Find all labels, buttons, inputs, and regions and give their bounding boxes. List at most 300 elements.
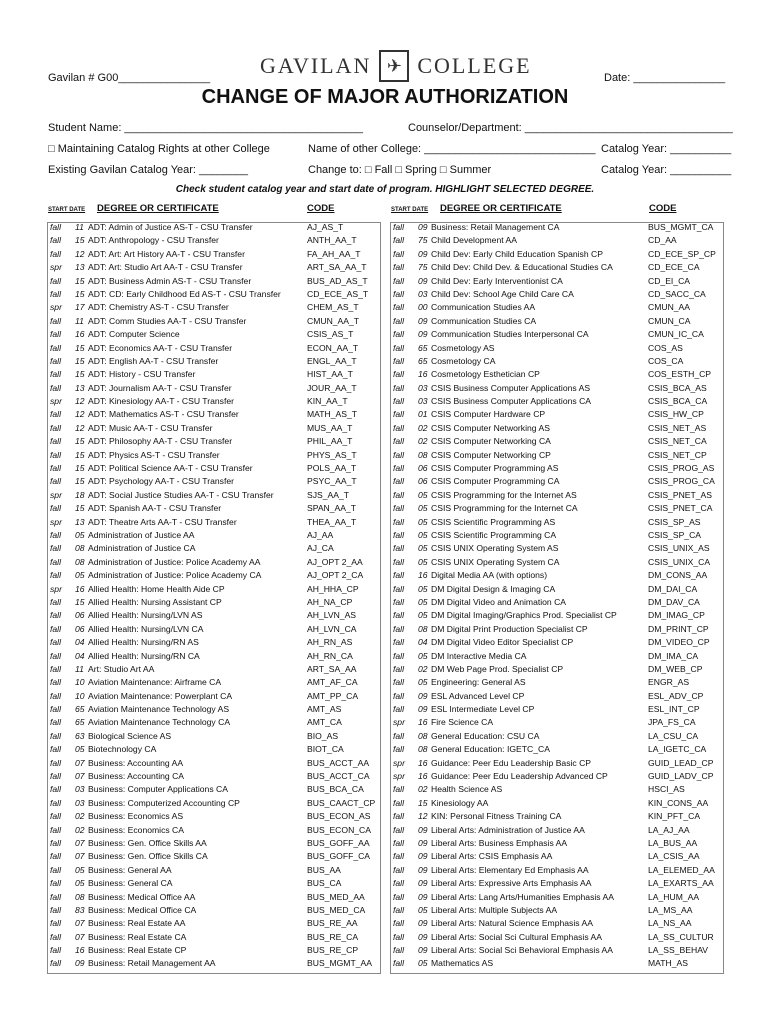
table-row[interactable] — [393, 395, 723, 408]
start-year: 05 — [418, 610, 428, 621]
table-row[interactable] — [50, 609, 380, 622]
degree-code: CSIS_PNET_AS — [648, 489, 712, 500]
table-row[interactable] — [393, 275, 723, 288]
degree-code: HSCI_AS — [648, 784, 685, 795]
degree-name: Business: Real Estate CA — [88, 931, 187, 942]
start-date-header: START DATE — [48, 207, 86, 213]
table-row[interactable] — [393, 542, 723, 555]
table-row[interactable] — [393, 315, 723, 328]
table-row[interactable] — [50, 462, 380, 475]
start-year: 16 — [418, 570, 428, 581]
start-year: 07 — [75, 837, 85, 848]
degree-name: Business: Medical Office AA — [88, 891, 196, 902]
start-term: fall — [50, 463, 61, 474]
table-row[interactable] — [50, 757, 380, 770]
table-row[interactable] — [393, 475, 723, 488]
table-row[interactable] — [50, 783, 380, 796]
degree-code: PHIL_AA_T — [307, 436, 353, 447]
table-row[interactable] — [393, 824, 723, 837]
degree-name: General Education: CSU CA — [431, 730, 540, 741]
table-row[interactable] — [50, 663, 380, 676]
degree-code: MATH_AS_T — [307, 409, 357, 420]
table-row[interactable] — [393, 248, 723, 261]
degree-name: Allied Health: Nursing/LVN CA — [88, 623, 204, 634]
table-row[interactable] — [393, 891, 723, 904]
table-row[interactable] — [50, 676, 380, 689]
table-row[interactable] — [393, 931, 723, 944]
degree-code: CD_ECE_SP_CP — [648, 248, 716, 259]
start-year: 75 — [418, 235, 428, 246]
start-year: 16 — [75, 945, 85, 956]
table-row[interactable] — [50, 690, 380, 703]
start-year: 09 — [418, 248, 428, 259]
degree-code: CD_SACC_CA — [648, 288, 706, 299]
table-row[interactable] — [50, 556, 380, 569]
table-row[interactable] — [393, 342, 723, 355]
start-year: 15 — [75, 463, 85, 474]
table-row[interactable] — [50, 743, 380, 756]
degree-header: DEGREE OR CERTIFICATE — [440, 203, 562, 214]
table-row[interactable] — [50, 221, 380, 234]
start-year: 15 — [75, 235, 85, 246]
table-row[interactable] — [50, 342, 380, 355]
degree-header: DEGREE OR CERTIFICATE — [97, 203, 219, 214]
table-row[interactable] — [393, 368, 723, 381]
start-term: fall — [50, 704, 61, 715]
degree-code: ECON_AA_T — [307, 342, 359, 353]
start-term: fall — [50, 945, 61, 956]
table-row[interactable] — [393, 810, 723, 823]
degree-code: LA_SS_BEHAV — [648, 945, 709, 956]
degree-name: Kinesiology AA — [431, 797, 489, 808]
degree-name: ADT: Economics AA-T - CSU Transfer — [88, 342, 233, 353]
table-row[interactable] — [50, 435, 380, 448]
degree-code: CSIS_SP_AS — [648, 516, 701, 527]
start-term: fall — [393, 489, 404, 500]
start-term: fall — [50, 476, 61, 487]
table-row[interactable] — [393, 556, 723, 569]
degree-code: BUS_CAACT_CP — [307, 797, 376, 808]
table-row[interactable] — [393, 730, 723, 743]
start-year: 05 — [418, 904, 428, 915]
degree-name: CSIS Business Computer Applications CA — [431, 396, 592, 407]
degree-name: Liberal Arts: Social Sci Behavioral Emphasis AA — [431, 945, 613, 956]
start-year: 05 — [418, 677, 428, 688]
degree-code: KIN_PFT_CA — [648, 811, 701, 822]
degree-name: CSIS UNIX Operating System CA — [431, 556, 560, 567]
degree-name: Aviation Maintenance Technology AS — [88, 704, 230, 715]
left-degree-table — [50, 221, 380, 971]
degree-name: Liberal Arts: Business Emphasis AA — [431, 837, 568, 848]
degree-code: LA_BUS_AA — [648, 837, 698, 848]
start-year: 12 — [418, 811, 428, 822]
degree-name: Allied Health: Home Health Aide CP — [88, 583, 225, 594]
degree-name: ADT: English AA-T - CSU Transfer — [88, 355, 219, 366]
table-row[interactable] — [393, 650, 723, 663]
degree-name: Allied Health: Nursing/LVN AS — [88, 610, 203, 621]
table-row[interactable] — [393, 234, 723, 247]
degree-name: ADT: Philosophy AA-T - CSU Transfer — [88, 436, 233, 447]
start-term: fall — [50, 556, 61, 567]
degree-code: THEA_AA_T — [307, 516, 357, 527]
table-row[interactable] — [50, 904, 380, 917]
start-term: fall — [50, 878, 61, 889]
table-row[interactable] — [393, 864, 723, 877]
start-year: 09 — [418, 945, 428, 956]
degree-name: Liberal Arts: Lang Arts/Humanities Emphasis AA — [431, 891, 614, 902]
degree-code: CSIS_SP_CA — [648, 529, 702, 540]
degree-code: DM_IMAG_CP — [648, 610, 705, 621]
start-year: 16 — [418, 369, 428, 380]
degree-name: Communication Studies Interpersonal CA — [431, 329, 589, 340]
table-row[interactable] — [393, 489, 723, 502]
table-row[interactable] — [50, 770, 380, 783]
start-year: 04 — [418, 637, 428, 648]
degree-name: Business: Retail Management CA — [431, 222, 560, 232]
degree-name: Business: Medical Office CA — [88, 904, 197, 915]
table-row[interactable] — [50, 395, 380, 408]
table-row[interactable] — [393, 569, 723, 582]
degree-name: Allied Health: Nursing/RN AS — [88, 637, 199, 648]
table-row[interactable] — [393, 797, 723, 810]
table-row[interactable] — [393, 502, 723, 515]
start-year: 05 — [75, 744, 85, 755]
degree-code: DM_IMA_CA — [648, 650, 699, 661]
start-term: fall — [50, 784, 61, 795]
degree-name: DM Digital Video Editor Specialist CP — [431, 637, 574, 648]
degree-code: CSIS_PROG_AS — [648, 463, 715, 474]
table-row[interactable] — [393, 609, 723, 622]
degree-code: MATH_AS — [648, 958, 688, 969]
start-term: fall — [50, 288, 61, 299]
degree-code: BUS_MED_CA — [307, 904, 366, 915]
degree-code: SJS_AA_T — [307, 489, 350, 500]
maintaining-catalog-checkbox[interactable]: □ Maintaining Catalog Rights at other College — [48, 143, 270, 155]
start-term: fall — [393, 744, 404, 755]
degree-code: BIOT_CA — [307, 744, 344, 755]
table-row[interactable] — [393, 382, 723, 395]
table-row[interactable] — [393, 716, 723, 729]
table-row[interactable] — [50, 797, 380, 810]
start-year: 02 — [418, 422, 428, 433]
table-row[interactable] — [393, 623, 723, 636]
table-row[interactable] — [50, 569, 380, 582]
degree-name: Allied Health: Nursing/RN CA — [88, 650, 200, 661]
table-row[interactable] — [50, 275, 380, 288]
degree-name: ESL Advanced Level CP — [431, 690, 525, 701]
start-year: 65 — [75, 704, 85, 715]
start-year: 06 — [75, 610, 85, 621]
table-row[interactable] — [393, 783, 723, 796]
table-row[interactable] — [50, 716, 380, 729]
table-row[interactable] — [393, 690, 723, 703]
table-row[interactable] — [393, 703, 723, 716]
start-term: fall — [393, 436, 404, 447]
start-term: spr — [50, 302, 62, 313]
student-name-field[interactable]: Student Name: _______________________________________ — [48, 122, 364, 134]
start-year: 08 — [75, 556, 85, 567]
table-row[interactable] — [50, 449, 380, 462]
table-row[interactable] — [393, 837, 723, 850]
degree-name: Business: Accounting CA — [88, 771, 185, 782]
start-year: 08 — [418, 744, 428, 755]
start-term: fall — [50, 623, 61, 634]
table-row[interactable] — [393, 435, 723, 448]
degree-name: CSIS UNIX Operating System AS — [431, 543, 559, 554]
table-row[interactable] — [50, 810, 380, 823]
table-row[interactable] — [50, 315, 380, 328]
start-term: fall — [393, 623, 404, 634]
degree-name: Art: Studio Art AA — [88, 663, 155, 674]
table-row[interactable] — [50, 288, 380, 301]
table-row[interactable] — [393, 529, 723, 542]
start-term: fall — [393, 583, 404, 594]
start-term: fall — [50, 596, 61, 607]
table-row[interactable] — [393, 221, 723, 234]
degree-code: LA_AJ_AA — [648, 824, 690, 835]
table-row[interactable] — [393, 583, 723, 596]
table-row[interactable] — [393, 676, 723, 689]
degree-name: Liberal Arts: Multiple Subjects AA — [431, 904, 558, 915]
degree-name: Business: Economics CA — [88, 824, 184, 835]
degree-code: ART_SA_AA — [307, 663, 357, 674]
table-row[interactable] — [393, 636, 723, 649]
table-row[interactable] — [50, 301, 380, 314]
table-row[interactable] — [393, 288, 723, 301]
start-year: 08 — [418, 730, 428, 741]
degree-code: CMUN_IC_CA — [648, 329, 704, 340]
start-year: 09 — [418, 864, 428, 875]
start-year: 09 — [418, 824, 428, 835]
catalog-year-field-2[interactable]: Catalog Year: __________ — [601, 164, 732, 176]
table-row[interactable] — [393, 957, 723, 970]
degree-code: CD_AA — [648, 235, 677, 246]
table-row[interactable] — [393, 743, 723, 756]
table-row[interactable] — [393, 328, 723, 341]
start-term: fall — [393, 235, 404, 246]
table-row[interactable] — [50, 475, 380, 488]
start-term: fall — [50, 409, 61, 420]
start-year: 13 — [75, 382, 85, 393]
degree-name: Digital Media AA (with options) — [431, 570, 548, 581]
existing-catalog-year-field[interactable]: Existing Gavilan Catalog Year: ________ — [48, 164, 248, 176]
degree-name: ADT: Political Science AA-T - CSU Transfer — [88, 463, 253, 474]
start-term: fall — [393, 288, 404, 299]
start-term: fall — [50, 663, 61, 674]
table-row[interactable] — [50, 408, 380, 421]
table-row[interactable] — [50, 516, 380, 529]
start-term: fall — [393, 918, 404, 929]
table-row[interactable] — [393, 462, 723, 475]
table-row[interactable] — [50, 234, 380, 247]
table-row[interactable] — [393, 917, 723, 930]
table-row[interactable] — [50, 355, 380, 368]
degree-code: KIN_AA_T — [307, 396, 348, 407]
degree-name: DM Digital Print Production Specialist CP — [431, 623, 588, 634]
degree-code: AJ_AS_T — [307, 222, 344, 232]
degree-name: ADT: Theatre Arts AA-T - CSU Transfer — [88, 516, 237, 527]
start-year: 09 — [418, 222, 428, 232]
start-year: 03 — [75, 784, 85, 795]
degree-name: DM Digital Imaging/Graphics Prod. Specialist CP — [431, 610, 617, 621]
degree-code: AJ_AA — [307, 529, 334, 540]
degree-name: ADT: Computer Science — [88, 329, 180, 340]
date-field[interactable]: Date: _______________ — [604, 72, 726, 84]
table-row[interactable] — [393, 355, 723, 368]
start-year: 05 — [418, 503, 428, 514]
table-row[interactable] — [50, 931, 380, 944]
table-row[interactable] — [393, 663, 723, 676]
degree-code: BUS_CA — [307, 878, 342, 889]
table-row[interactable] — [50, 824, 380, 837]
degree-code: PHYS_AS_T — [307, 449, 357, 460]
table-row[interactable] — [50, 542, 380, 555]
instructions: Check student catalog year and start date of program. HIGHLIGHT SELECTED DEGREE. — [175, 184, 595, 195]
table-row[interactable] — [393, 449, 723, 462]
degree-code: DM_DAV_CA — [648, 596, 700, 607]
start-term: fall — [393, 891, 404, 902]
start-term: fall — [393, 904, 404, 915]
start-year: 09 — [418, 891, 428, 902]
start-term: fall — [393, 302, 404, 313]
table-row[interactable] — [50, 957, 380, 970]
table-row[interactable] — [393, 261, 723, 274]
table-row[interactable] — [50, 730, 380, 743]
table-row[interactable] — [393, 596, 723, 609]
table-row[interactable] — [393, 757, 723, 770]
start-year: 15 — [75, 342, 85, 353]
table-row[interactable] — [393, 770, 723, 783]
degree-name: Cosmetology CA — [431, 355, 496, 366]
start-year: 09 — [418, 878, 428, 889]
table-row[interactable] — [393, 408, 723, 421]
degree-code: CHEM_AS_T — [307, 302, 359, 313]
start-term: fall — [393, 556, 404, 567]
start-term: fall — [50, 958, 61, 969]
table-row[interactable] — [393, 904, 723, 917]
degree-name: Liberal Arts: Expressive Arts Emphasis AA — [431, 878, 592, 889]
degree-name: Engineering: General AS — [431, 677, 526, 688]
start-year: 75 — [418, 262, 428, 273]
table-row[interactable] — [50, 850, 380, 863]
degree-code: PSYC_AA_T — [307, 476, 357, 487]
table-row[interactable] — [50, 529, 380, 542]
table-row[interactable] — [50, 382, 380, 395]
table-row[interactable] — [50, 891, 380, 904]
table-row[interactable] — [50, 261, 380, 274]
start-term: fall — [393, 837, 404, 848]
degree-code: JPA_FS_CA — [648, 717, 696, 728]
counselor-field[interactable]: Counselor/Department: __________________________________ — [408, 122, 733, 134]
change-to-term-checkboxes[interactable]: Change to: □ Fall □ Spring □ Summer — [308, 164, 492, 176]
start-term: fall — [393, 422, 404, 433]
degree-name: Guidance: Peer Edu Leadership Advanced CP — [431, 771, 608, 782]
table-row[interactable] — [50, 877, 380, 890]
table-row[interactable] — [50, 328, 380, 341]
table-row[interactable] — [50, 917, 380, 930]
catalog-year-field-1[interactable]: Catalog Year: __________ — [601, 143, 732, 155]
degree-code: SPAN_AA_T — [307, 503, 357, 514]
degree-code: LA_ELEMED_AA — [648, 864, 715, 875]
table-row[interactable] — [393, 422, 723, 435]
table-row[interactable] — [393, 301, 723, 314]
start-year: 04 — [75, 637, 85, 648]
start-year: 05 — [418, 529, 428, 540]
degree-name: Health Science AS — [431, 784, 503, 795]
table-row[interactable] — [50, 650, 380, 663]
degree-name: Fire Science CA — [431, 717, 494, 728]
degree-code: LA_MS_AA — [648, 904, 693, 915]
table-row[interactable] — [50, 502, 380, 515]
degree-code: BUS_ECON_CA — [307, 824, 371, 835]
gavilan-id-field[interactable]: Gavilan # G00_______________ — [48, 72, 211, 84]
start-term: fall — [50, 329, 61, 340]
degree-code: BUS_MED_AA — [307, 891, 365, 902]
degree-code: AMT_CA — [307, 717, 342, 728]
degree-name: CSIS Computer Hardware CP — [431, 409, 546, 420]
degree-name: Business: Gen. Office Skills AA — [88, 837, 207, 848]
table-row[interactable] — [393, 877, 723, 890]
other-college-field[interactable]: Name of other College: ____________________________ — [308, 143, 596, 155]
degree-code: CSIS_AS_T — [307, 329, 354, 340]
start-year: 05 — [418, 596, 428, 607]
start-year: 65 — [75, 717, 85, 728]
table-row[interactable] — [50, 703, 380, 716]
start-term: fall — [393, 864, 404, 875]
table-row[interactable] — [393, 516, 723, 529]
table-row[interactable] — [50, 944, 380, 957]
start-year: 16 — [75, 583, 85, 594]
table-row[interactable] — [50, 636, 380, 649]
table-row[interactable] — [50, 864, 380, 877]
start-term: fall — [50, 436, 61, 447]
table-row[interactable] — [393, 944, 723, 957]
degree-code: CSIS_BCA_AS — [648, 382, 707, 393]
code-header: CODE — [307, 203, 335, 214]
degree-name: Administration of Justice: Police Academy CA — [88, 570, 262, 581]
start-year: 17 — [75, 302, 85, 313]
table-row[interactable] — [50, 489, 380, 502]
degree-code: ART_SA_AA_T — [307, 262, 367, 273]
start-year: 12 — [75, 396, 85, 407]
table-row[interactable] — [50, 596, 380, 609]
start-term: fall — [393, 690, 404, 701]
degree-code: BUS_RE_CP — [307, 945, 359, 956]
start-year: 07 — [75, 931, 85, 942]
degree-code: CMUN_AA — [648, 302, 691, 313]
start-term: fall — [50, 570, 61, 581]
start-year: 09 — [418, 315, 428, 326]
start-year: 02 — [418, 663, 428, 674]
start-year: 05 — [418, 556, 428, 567]
start-term: fall — [50, 422, 61, 433]
start-year: 01 — [418, 409, 428, 420]
table-row[interactable] — [50, 837, 380, 850]
table-row[interactable] — [50, 583, 380, 596]
start-term: fall — [393, 931, 404, 942]
table-row[interactable] — [50, 623, 380, 636]
table-row[interactable] — [50, 422, 380, 435]
degree-name: ADT: Journalism AA-T - CSU Transfer — [88, 382, 232, 393]
table-row[interactable] — [50, 368, 380, 381]
table-row[interactable] — [50, 248, 380, 261]
start-term: fall — [393, 637, 404, 648]
degree-name: ADT: Mathematics AS-T - CSU Transfer — [88, 409, 239, 420]
logo-word-right: COLLEGE — [417, 53, 532, 78]
start-year: 15 — [75, 449, 85, 460]
start-year: 09 — [418, 690, 428, 701]
table-row[interactable] — [393, 850, 723, 863]
